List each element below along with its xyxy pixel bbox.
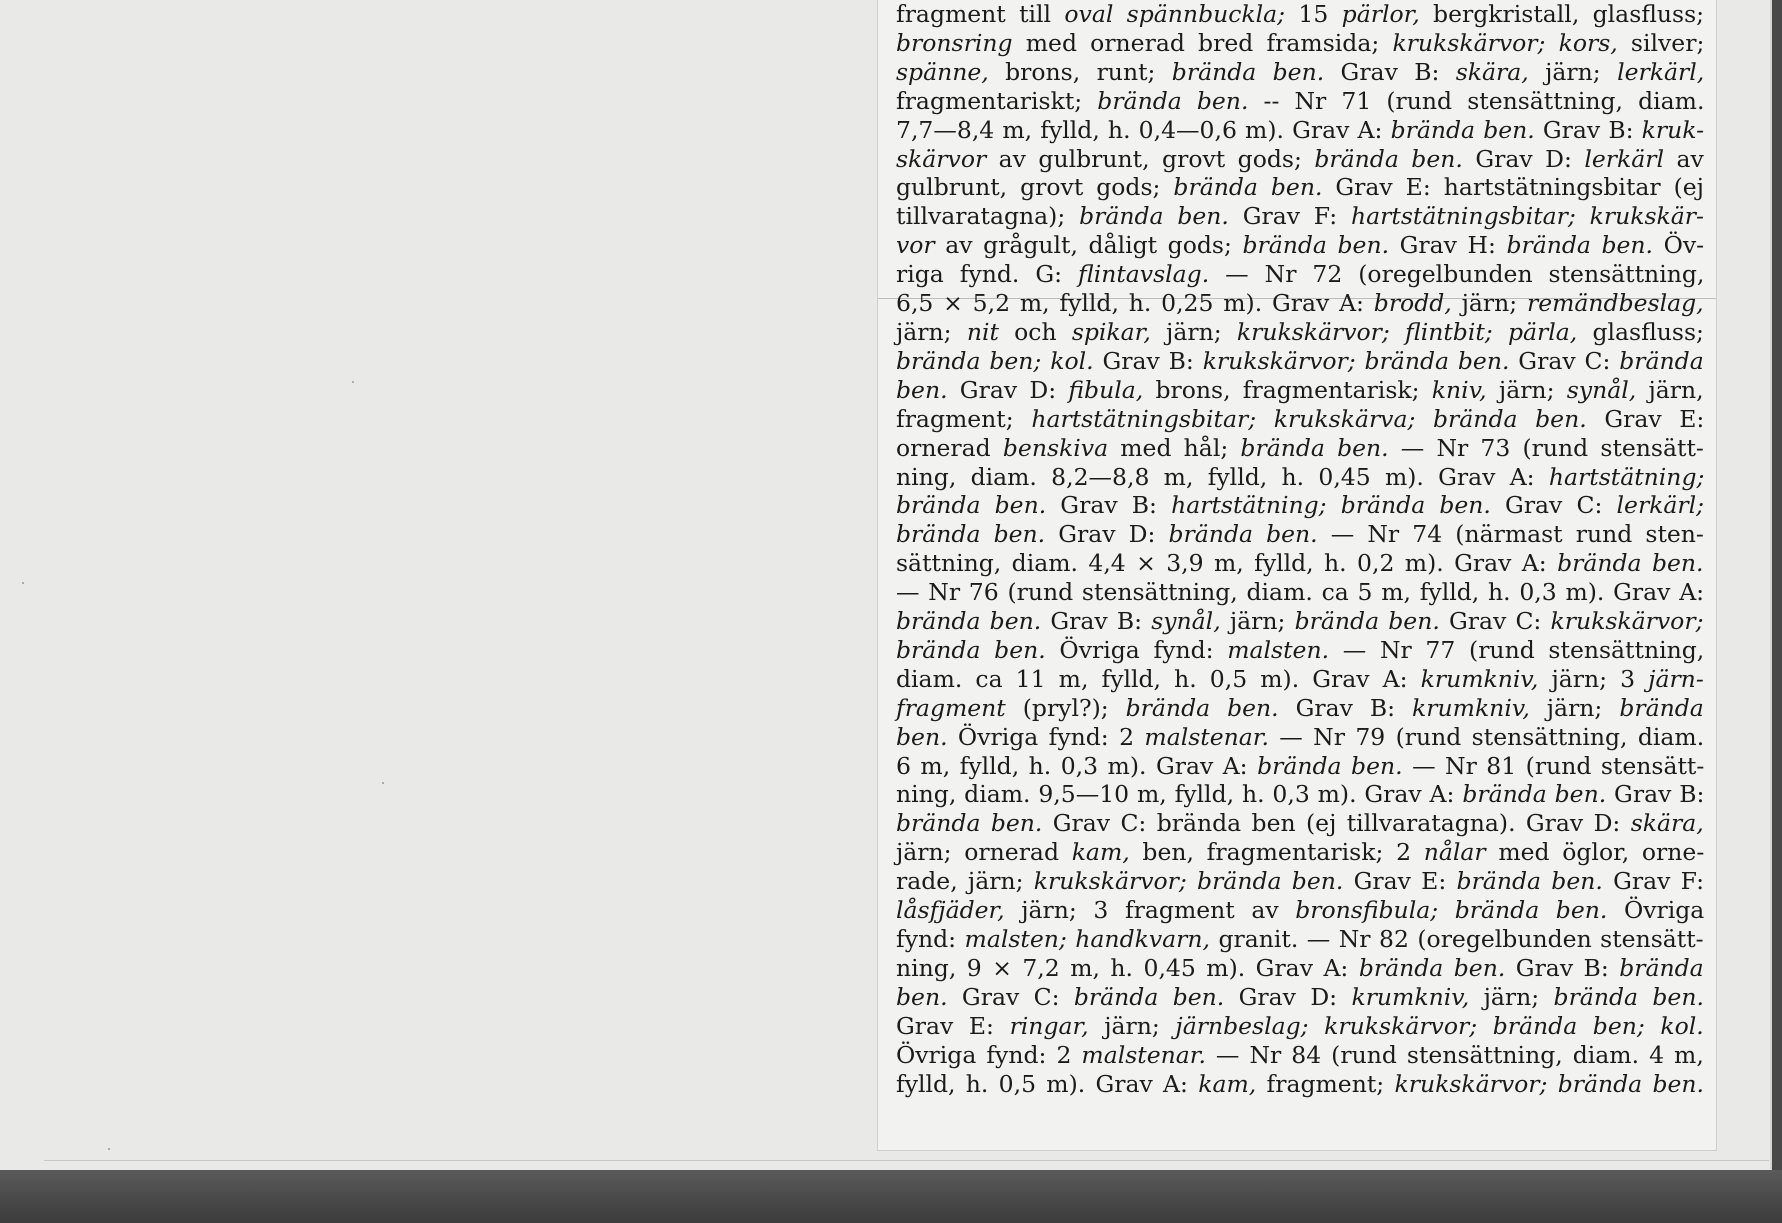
text-run: bergkristall, glasfluss; <box>1419 0 1705 28</box>
text-run: fynd: <box>896 925 965 953</box>
text-run: fragment till <box>896 0 1065 28</box>
text-run: Grav F: <box>1228 202 1351 231</box>
text-run: 6 m, fylld, h. 0,3 m). Grav A: <box>896 751 1258 780</box>
text-run: järn; <box>1451 289 1527 318</box>
italic-term: spikar, <box>1071 317 1151 346</box>
text-run: Grav B: <box>1041 607 1152 636</box>
text-run: Grav B: <box>1606 780 1705 809</box>
text-run: Grav C: brända ben (ej tillvaratagna). Grav D: <box>1042 809 1631 838</box>
text-run: Grav B: <box>1505 953 1620 982</box>
text-run: Öv- <box>1653 231 1705 260</box>
italic-term: brända ben. <box>1294 607 1440 636</box>
text-run: -- Nr 71 (rund stensättning, diam. <box>1248 86 1705 115</box>
text-run: fragment; <box>1256 1069 1395 1098</box>
text-line <box>896 838 1704 867</box>
italic-term: spänne, <box>896 57 989 86</box>
text-run: Grav E: <box>1343 867 1457 896</box>
italic-term: krukskärvor; brända ben. <box>1033 867 1344 896</box>
clipping-text <box>896 0 1704 1098</box>
italic-term: brända ben. <box>1358 953 1506 982</box>
italic-term: krukskärvor; brända ben. <box>1202 346 1510 375</box>
text-run: — Nr 79 (rund stensättning, diam. <box>1268 722 1705 751</box>
dust-speck <box>382 782 384 784</box>
italic-term: ben. <box>896 982 948 1011</box>
text-line <box>896 1012 1704 1041</box>
italic-term: brända ben. <box>1506 231 1654 260</box>
italic-term: nit <box>966 317 999 346</box>
italic-term: krukskärvor; <box>1550 607 1704 636</box>
italic-term: järn- <box>1648 664 1704 693</box>
text-run: järn; <box>1469 982 1554 1011</box>
italic-term: brända ben; kol. <box>896 346 1094 375</box>
text-run: Övriga fynd: 2 <box>896 1040 1082 1069</box>
text-line <box>896 607 1704 636</box>
italic-term: flintavslag. <box>1078 260 1210 289</box>
text-run: silver; <box>1617 28 1705 57</box>
text-run: (pryl?); <box>1005 693 1126 722</box>
text-line <box>896 809 1704 838</box>
italic-term: brända ben. <box>1462 780 1607 809</box>
italic-term: ringar, <box>1009 1011 1089 1040</box>
dust-speck <box>352 381 354 383</box>
text-line <box>896 896 1704 925</box>
italic-term: hartstätningsbitar; krukskär- <box>1351 202 1704 231</box>
text-run: sättning, diam. 4,4 × 3,9 m, fylld, h. 0,2 m). Grav A: <box>896 549 1558 578</box>
text-line <box>896 173 1704 202</box>
text-run: 7,7—8,4 m, fylld, h. 0,4—0,6 m). Grav A: <box>896 115 1391 144</box>
text-line <box>896 636 1704 665</box>
italic-term: brända ben. <box>1456 867 1603 896</box>
italic-term: hartstätningsbitar; krukskärva; brända ben. <box>1031 404 1587 433</box>
italic-term: lerkärl, <box>1617 57 1705 86</box>
italic-term: brända ben. <box>1125 693 1279 722</box>
dust-speck <box>22 582 24 584</box>
text-line <box>896 434 1704 463</box>
italic-term: brända ben. <box>1242 231 1390 260</box>
text-run: — Nr 84 (rund stensättning, diam. 4 m, <box>1205 1040 1704 1069</box>
italic-term: vor <box>896 231 935 260</box>
italic-term: brända ben. <box>1168 520 1318 549</box>
text-run: tillvaratagna); <box>896 202 1080 231</box>
italic-term: fibula, <box>1068 375 1144 404</box>
text-run: riga fynd. G: <box>896 260 1079 289</box>
italic-term: malsten; handkvarn, <box>964 925 1210 953</box>
text-run: med ornerad bred framsida; <box>1012 28 1393 57</box>
table-surface <box>0 1170 1782 1223</box>
italic-term: krumkniv, <box>1420 664 1539 693</box>
text-run: järn; <box>1528 57 1618 86</box>
italic-term: brända ben. <box>1257 751 1403 780</box>
italic-term: kniv, <box>1431 375 1487 404</box>
italic-term: krukskärvor; kors, <box>1392 28 1618 57</box>
text-run: ning, diam. 8,2—8,8 m, fylld, h. 0,45 m). Grav A: <box>896 462 1549 491</box>
italic-term: pärlor, <box>1341 0 1420 28</box>
text-run: järn; 3 fragment av <box>1004 896 1296 925</box>
text-run: Övriga fynd: <box>1045 635 1228 664</box>
text-run: Grav B: <box>1278 693 1413 722</box>
text-line <box>896 87 1704 116</box>
italic-term: brända ben. <box>1314 144 1463 173</box>
italic-term: brända ben. <box>1073 982 1225 1011</box>
text-run: — Nr 81 (rund stensätt- <box>1402 751 1705 780</box>
text-run: och <box>998 317 1072 346</box>
italic-term: hartstätning; <box>1548 462 1705 491</box>
text-line <box>896 29 1704 58</box>
dust-speck <box>108 1148 110 1150</box>
card-edge-line <box>44 1160 1769 1161</box>
italic-term: brända ben. <box>1097 86 1249 115</box>
text-run: Grav B: <box>1324 57 1456 86</box>
text-line <box>896 983 1704 1012</box>
italic-term: nålar <box>1423 838 1486 867</box>
text-run: Grav C: <box>1509 346 1620 375</box>
text-run: Grav B: <box>1046 491 1172 520</box>
text-run: gulbrunt, grovt gods; <box>896 173 1174 202</box>
text-line <box>896 231 1704 260</box>
text-line <box>896 752 1704 781</box>
text-line <box>896 289 1704 318</box>
text-run: — Nr 77 (rund stensättning, <box>1329 635 1705 664</box>
text-line <box>896 694 1704 723</box>
text-run: Grav E: <box>1586 404 1705 433</box>
text-run: brons, runt; <box>988 57 1172 86</box>
text-run: Grav C: <box>1439 607 1551 636</box>
text-run: Övriga <box>1607 896 1705 925</box>
text-line <box>896 723 1704 752</box>
italic-term: krumkniv, <box>1351 982 1470 1011</box>
text-line <box>896 1070 1704 1099</box>
italic-term: brända ben. <box>896 607 1042 636</box>
text-run: järn, <box>1636 375 1704 404</box>
text-run: Grav E: hartstätningsbitar (ej <box>1322 173 1704 202</box>
text-run: med hål; <box>1108 433 1241 462</box>
text-run: järn; 3 <box>1538 664 1649 693</box>
italic-term: bronsfibula; brända ben. <box>1295 896 1608 925</box>
text-run: brons, fragmentarisk; <box>1143 375 1432 404</box>
italic-term: lerkärl; <box>1616 491 1705 520</box>
text-line <box>896 376 1704 405</box>
text-line <box>896 405 1704 434</box>
text-run: med öglor, orne- <box>1485 838 1705 867</box>
italic-term: brända ben. <box>896 520 1046 549</box>
italic-term: krukskärvor; brända ben. <box>1394 1069 1705 1098</box>
italic-term: benskiva <box>1002 433 1109 462</box>
text-run: järn; ornerad <box>896 838 1072 867</box>
text-run: ben, fragmentarisk; 2 <box>1129 838 1424 867</box>
text-run: ning, 9 × 7,2 m, h. 0,45 m). Grav A: <box>896 953 1359 982</box>
italic-term: kam, <box>1071 838 1130 867</box>
italic-term: kam, <box>1198 1069 1257 1098</box>
italic-term: malstenar. <box>1144 722 1269 751</box>
italic-term: brända ben. <box>1390 115 1535 144</box>
text-run: Grav F: <box>1602 867 1705 896</box>
newspaper-clipping <box>878 0 1716 1150</box>
text-run: järn; <box>1529 693 1620 722</box>
text-run: Grav D: <box>1462 144 1585 173</box>
text-line <box>896 463 1704 492</box>
text-run: Övriga fynd: 2 <box>947 722 1145 751</box>
italic-term: skära, <box>1455 57 1529 86</box>
text-run: järn; <box>1220 607 1295 636</box>
text-run: Grav C: <box>1490 491 1617 520</box>
italic-term: oval spännbuckla; <box>1064 0 1286 28</box>
text-line <box>896 0 1704 29</box>
italic-term: brända ben. <box>896 809 1043 838</box>
italic-term: bronsring <box>896 28 1013 57</box>
text-run: — Nr 72 (oregelbunden stensättning, <box>1209 260 1705 289</box>
text-line <box>896 867 1704 896</box>
italic-term: lerkärl <box>1584 144 1665 173</box>
text-run: fragmentariskt; <box>896 86 1098 115</box>
text-line <box>896 347 1704 376</box>
text-line <box>896 202 1704 231</box>
text-run: glasfluss; <box>1577 317 1704 346</box>
italic-term: brända ben. <box>896 635 1046 664</box>
text-run: Grav D: <box>1045 520 1169 549</box>
italic-term: brända <box>1619 346 1704 375</box>
text-run: diam. ca 11 m, fylld, h. 0,5 m). Grav A: <box>896 664 1421 693</box>
text-run: rade, järn; <box>896 867 1034 896</box>
text-line <box>896 954 1704 983</box>
text-run: — Nr 76 (rund stensättning, diam. ca 5 m, fylld, h. 0,3 m). Grav A: <box>896 578 1705 607</box>
italic-term: brända ben. <box>1240 433 1389 462</box>
italic-term: synål, <box>1566 375 1637 404</box>
italic-term: brända ben. <box>1553 982 1704 1011</box>
text-line <box>896 520 1704 549</box>
text-run: järn; <box>1088 1011 1176 1040</box>
italic-term: remändbeslag, <box>1526 289 1704 318</box>
italic-term: malstenar. <box>1081 1040 1206 1069</box>
italic-term: krukskärvor; flintbit; pärla, <box>1236 317 1578 346</box>
text-run: fragment; <box>896 404 1032 433</box>
text-line <box>896 665 1704 694</box>
text-line <box>896 549 1704 578</box>
text-run: granit. — Nr 82 (oregelbunden stensätt- <box>1209 925 1704 953</box>
italic-term: kruk- <box>1641 115 1705 144</box>
italic-term: skärvor <box>896 144 987 173</box>
text-run: Grav C: <box>947 982 1074 1011</box>
italic-term: hartstätning; brända ben. <box>1171 491 1491 520</box>
text-run: ning, diam. 9,5—10 m, fylld, h. 0,3 m). Grav A: <box>896 780 1463 809</box>
text-run: av grågult, dåligt gods; <box>934 231 1243 260</box>
text-line <box>896 318 1704 347</box>
text-run: — Nr 73 (rund stensätt- <box>1388 433 1704 462</box>
italic-term: brodd, <box>1373 289 1452 318</box>
italic-term: brända ben. <box>1557 549 1704 578</box>
text-run: Grav H: <box>1389 231 1507 260</box>
italic-term: låsfjäder, <box>896 896 1005 925</box>
italic-term: skära, <box>1630 809 1704 838</box>
text-run: 6,5 × 5,2 m, fylld, h. 0,25 m). Grav A: <box>896 289 1374 318</box>
italic-term: brända ben. <box>1171 57 1325 86</box>
italic-term: fragment <box>896 693 1006 722</box>
italic-term: synål, <box>1151 607 1221 636</box>
text-run: Grav D: <box>947 375 1069 404</box>
text-run: av <box>1664 144 1704 173</box>
italic-term: ben. <box>896 375 948 404</box>
italic-term: järnbeslag; krukskärvor; brända ben; kol. <box>1175 1011 1704 1040</box>
text-run: — Nr 74 (närmast rund sten- <box>1317 520 1704 549</box>
text-run: 15 <box>1285 0 1342 28</box>
text-run: järn; <box>1486 375 1567 404</box>
text-line <box>896 1041 1704 1070</box>
text-run: järn; <box>896 317 967 346</box>
text-line <box>896 145 1704 174</box>
text-line <box>896 780 1704 809</box>
text-line <box>896 260 1704 289</box>
italic-term: malsten. <box>1227 635 1330 664</box>
text-line <box>896 491 1704 520</box>
italic-term: ben. <box>896 722 948 751</box>
italic-term: brända ben. <box>1079 202 1229 231</box>
italic-term: krumkniv, <box>1412 693 1530 722</box>
text-line <box>896 578 1704 607</box>
text-run: Grav D: <box>1224 982 1352 1011</box>
text-run: Grav B: <box>1534 115 1642 144</box>
text-run: ornerad <box>896 433 1003 462</box>
text-run: Grav B: <box>1093 346 1203 375</box>
italic-term: brända <box>1619 953 1704 982</box>
italic-term: brända ben. <box>896 491 1047 520</box>
text-run: av gulbrunt, grovt gods; <box>986 144 1315 173</box>
text-line <box>896 925 1704 954</box>
italic-term: brända <box>1619 693 1704 722</box>
text-line <box>896 116 1704 145</box>
text-run: järn; <box>1150 317 1237 346</box>
text-run: fylld, h. 0,5 m). Grav A: <box>896 1069 1199 1098</box>
text-line <box>896 58 1704 87</box>
italic-term: brända ben. <box>1173 173 1323 202</box>
text-run: Grav E: <box>896 1011 1010 1040</box>
